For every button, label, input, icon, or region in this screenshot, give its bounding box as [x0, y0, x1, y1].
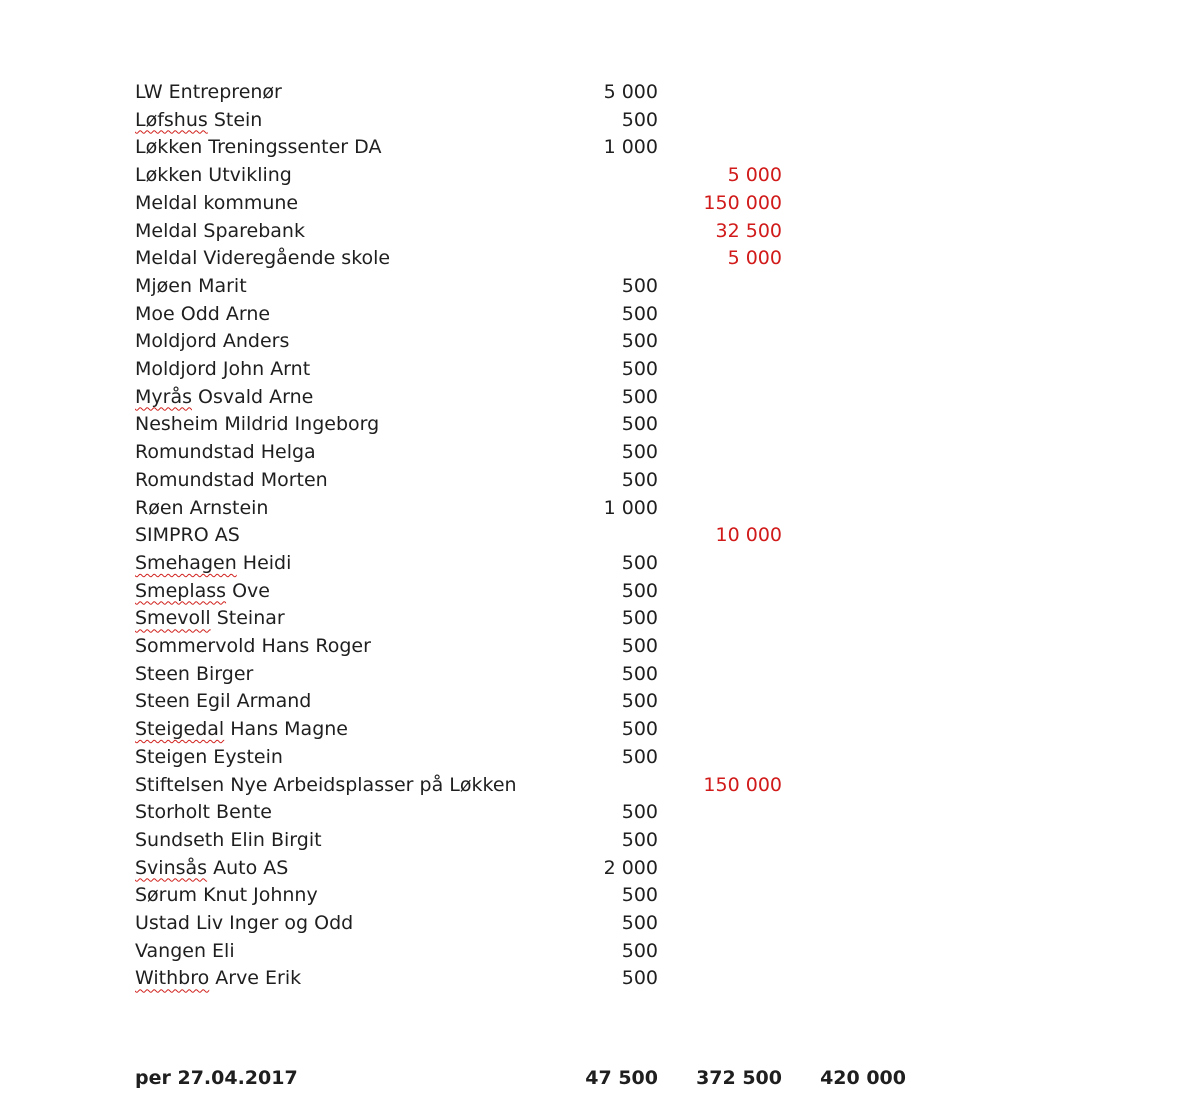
sponsor-name [135, 549, 291, 577]
sponsor-name: Moldjord John Arnt [135, 358, 311, 380]
total-label: per 27.04.2017 [135, 1067, 298, 1089]
private-amount: 500 [621, 579, 658, 602]
private-amount: 500 [621, 441, 658, 464]
sponsor-name [135, 577, 270, 605]
spellcheck-flagged-word: Løfshus [135, 108, 208, 131]
list-item [0, 881, 1200, 909]
list-item [0, 521, 1200, 549]
sponsor-name: Moe Odd Arne [135, 302, 271, 325]
total-private-amount: 47 500 [585, 1067, 658, 1089]
sponsor-name-rest: Steinar [210, 607, 285, 630]
spellcheck-flagged-word: Smehagen [135, 551, 237, 574]
private-amount: 500 [621, 108, 658, 131]
sponsor-name [135, 715, 348, 743]
sponsor-name: Meldal Videregående skole [135, 247, 391, 270]
list-item [0, 189, 1200, 217]
private-amount: 500 [621, 939, 658, 962]
private-amount: 500 [621, 302, 658, 325]
sponsor-name: Ustad Liv Inger og Odd [135, 912, 354, 934]
private-amount: 500 [621, 967, 658, 990]
sponsor-name-rest: Arve Erik [209, 967, 302, 990]
grand-total-amount: 420 000 [820, 1067, 906, 1089]
private-amount: 500 [621, 690, 658, 713]
sponsor-name: Løkken Utvikling [135, 164, 292, 187]
public-amount: 32 500 [715, 219, 782, 242]
sponsor-name: Nesheim Mildrid Ingeborg [135, 413, 380, 436]
private-amount: 2 000 [603, 856, 658, 879]
list-item [0, 826, 1200, 854]
spellcheck-flagged-word: Withbro [135, 967, 210, 990]
list-item [0, 244, 1200, 272]
private-amount: 1 000 [603, 496, 658, 519]
private-amount: 500 [621, 413, 658, 436]
spellcheck-flagged-word: Smevoll [135, 607, 211, 630]
private-amount: 500 [621, 551, 658, 574]
list-item [0, 133, 1200, 161]
sponsor-name: Sundseth Elin Birgit [135, 828, 322, 851]
private-amount: 500 [621, 801, 658, 824]
sponsor-name: Moldjord Anders [135, 330, 290, 353]
list-item [0, 854, 1200, 882]
private-amount: 500 [621, 385, 658, 408]
public-amount: 5 000 [727, 164, 782, 187]
list-item [0, 466, 1200, 494]
sponsor-name: SIMPRO AS [135, 524, 240, 547]
list-item [0, 217, 1200, 245]
sponsor-name-rest: Hans Magne [224, 718, 348, 741]
sponsor-name: Meldal Sparebank [135, 219, 305, 242]
spellcheck-flagged-word: Svinsås [135, 856, 208, 879]
total-public-amount: 372 500 [696, 1067, 782, 1089]
list-item [0, 78, 1200, 106]
private-amount: 500 [621, 274, 658, 297]
spellcheck-flagged-word: Smeplass [135, 579, 227, 602]
public-amount: 150 000 [703, 191, 782, 214]
list-item [0, 798, 1200, 826]
private-amount: 500 [621, 468, 658, 491]
sponsor-name [135, 383, 313, 411]
private-amount: 500 [621, 912, 658, 934]
sponsor-name: Romundstad Helga [135, 441, 316, 464]
public-amount: 10 000 [715, 524, 782, 547]
list-item [0, 161, 1200, 189]
private-amount: 500 [621, 745, 658, 768]
list-item [0, 909, 1200, 937]
list-item [0, 327, 1200, 355]
list-item [0, 687, 1200, 715]
spellcheck-flagged-word: Steigedal [135, 718, 225, 741]
private-amount: 500 [621, 635, 658, 657]
list-item [0, 964, 1200, 992]
sponsor-name: Røen Arnstein [135, 496, 269, 519]
sponsor-name: Steen Birger [135, 662, 254, 685]
sponsor-name: Vangen Eli [135, 939, 235, 962]
list-item [0, 272, 1200, 300]
sponsor-name: Sørum Knut Johnny [135, 884, 318, 907]
sponsor-name: Steigen Eystein [135, 745, 283, 768]
sponsor-name-rest: Osvald Arne [192, 385, 314, 408]
sponsor-name: Mjøen Marit [135, 274, 247, 297]
sponsor-name: Steen Egil Armand [135, 690, 312, 713]
sponsor-name [135, 106, 262, 134]
list-item [0, 771, 1200, 799]
list-item [0, 300, 1200, 328]
private-amount: 5 000 [603, 81, 658, 103]
public-amount: 150 000 [703, 773, 782, 796]
private-amount: 500 [621, 662, 658, 685]
list-item [0, 577, 1200, 605]
sponsor-name-rest: Heidi [236, 551, 292, 574]
sponsor-name: Løkken Treningssenter DA [135, 136, 382, 159]
sponsor-name: Sommervold Hans Roger [135, 635, 371, 657]
sponsor-name-rest: Ove [226, 579, 270, 602]
private-amount: 1 000 [603, 136, 658, 159]
list-item [0, 632, 1200, 660]
private-amount: 500 [621, 884, 658, 907]
list-item [0, 715, 1200, 743]
list-item [0, 494, 1200, 522]
sponsor-name-rest: Stein [207, 108, 263, 131]
private-amount: 500 [621, 718, 658, 741]
list-item [0, 106, 1200, 134]
sponsor-name [135, 854, 288, 882]
list-item [0, 743, 1200, 771]
list-item [0, 438, 1200, 466]
list-item [0, 410, 1200, 438]
sponsor-name: Storholt Bente [135, 801, 272, 824]
sponsor-name [135, 604, 285, 632]
sponsor-name [135, 964, 301, 992]
total-row [0, 1064, 1200, 1092]
list-item [0, 604, 1200, 632]
private-amount: 500 [621, 828, 658, 851]
spellcheck-flagged-word: Myrås [135, 385, 192, 408]
sponsor-name: Meldal kommune [135, 191, 299, 214]
private-amount: 500 [621, 330, 658, 353]
private-amount: 500 [621, 607, 658, 630]
sponsor-name: LW Entreprenør [135, 81, 282, 103]
sponsor-name: Stiftelsen Nye Arbeidsplasser på Løkken [135, 773, 517, 796]
sponsor-name-rest: Auto AS [207, 856, 289, 879]
list-item [0, 937, 1200, 965]
list-item [0, 549, 1200, 577]
sponsor-name: Romundstad Morten [135, 468, 328, 491]
public-amount: 5 000 [727, 247, 782, 270]
list-item [0, 383, 1200, 411]
list-item [0, 660, 1200, 688]
list-item [0, 355, 1200, 383]
private-amount: 500 [621, 358, 658, 380]
